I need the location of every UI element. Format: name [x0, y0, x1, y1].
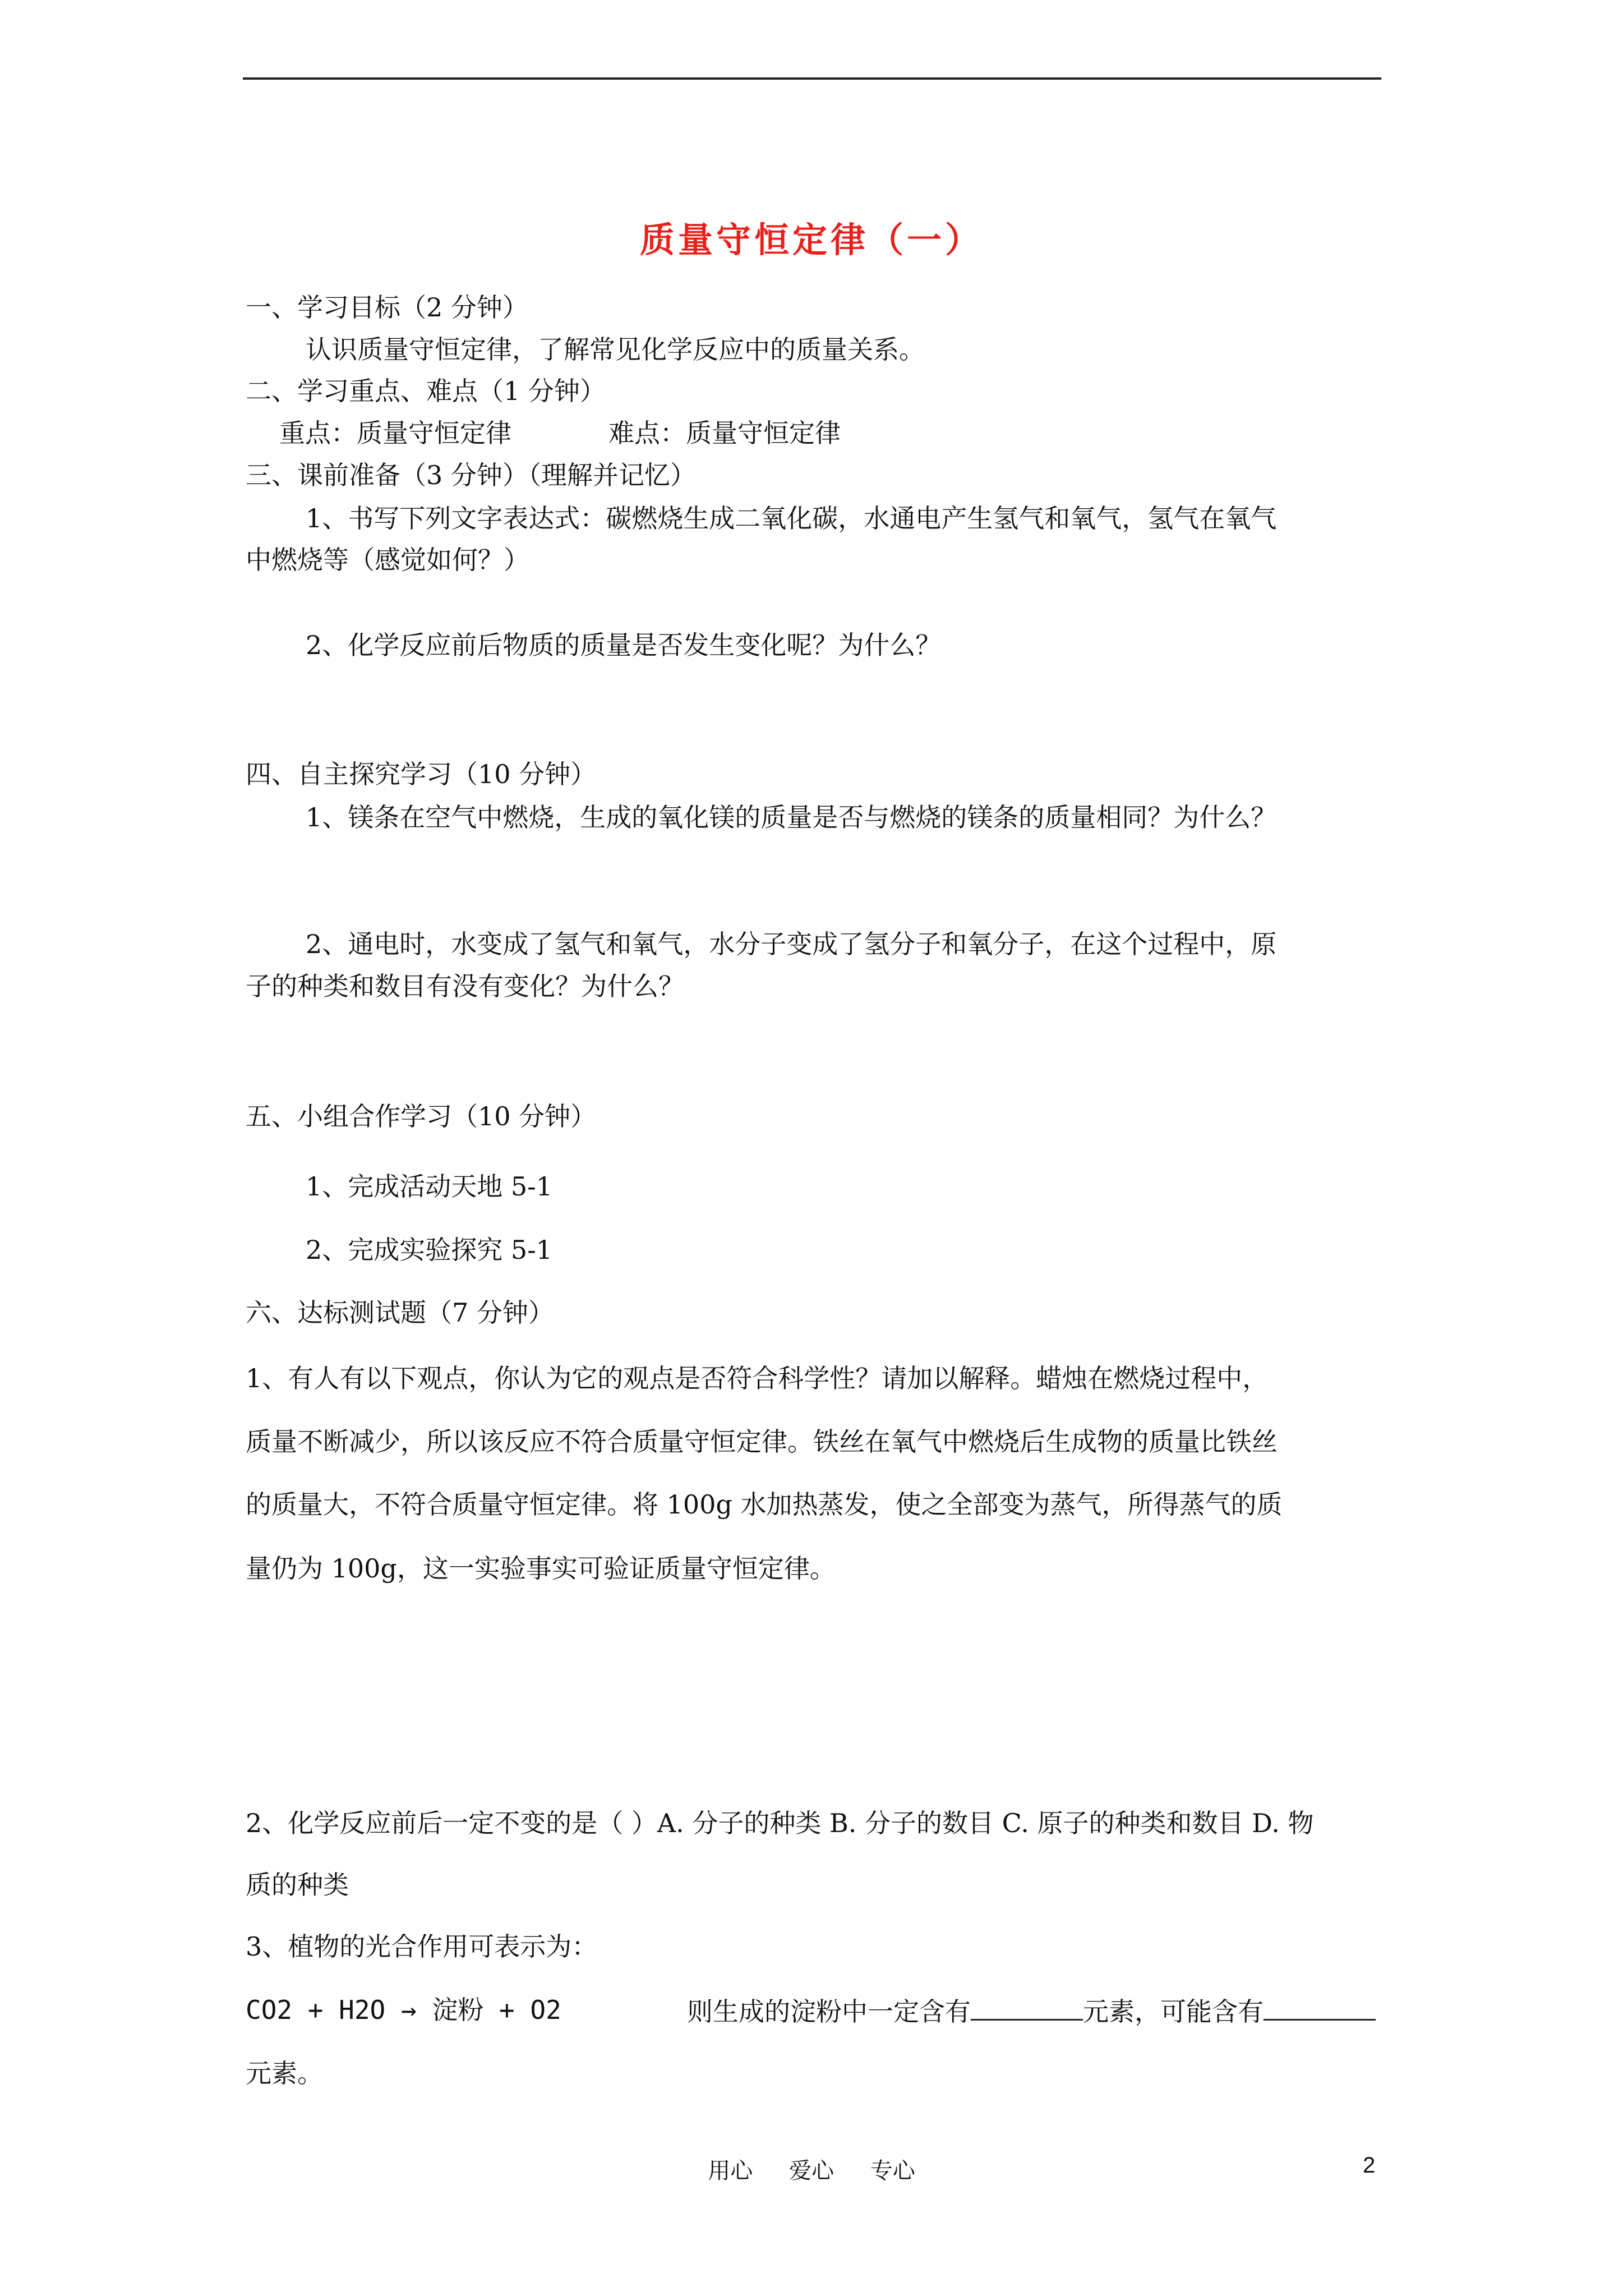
prompt-part-a: 则生成的淀粉中一定含有	[687, 1996, 971, 2027]
section-3-question-1-line-1: 1、书写下列文字表达式：碳燃烧生成二氧化碳，水通电产生氢气和氧气，氢气在氧气	[306, 503, 1277, 533]
footer-motto-3: 专心	[870, 2158, 915, 2184]
section-1-body: 认识质量守恒定律，了解常见化学反应中的质量关系。	[306, 334, 925, 365]
footer-motto-2: 爱心	[789, 2158, 834, 2184]
section-6-question-1-line-1: 1、有人有以下观点，你认为它的观点是否符合科学性？请加以解释。蜡烛在燃烧过程中，	[246, 1363, 1269, 1393]
photosynthesis-equation: CO2 + H2O → 淀粉 + O2	[246, 1995, 561, 2025]
section-5-heading: 五、小组合作学习（10 分钟）	[246, 1101, 597, 1131]
section-4-question-2-line-2: 子的种类和数目有没有变化？为什么？	[246, 971, 684, 1001]
section-6-question-1-line-3: 的质量大，不符合质量守恒定律。将 100g 水加热蒸发，使之全部变为蒸气，所得蒸气的质	[246, 1489, 1283, 1520]
answer-blank-2[interactable]	[1264, 1993, 1376, 2021]
prompt-part-b: 元素，可能含有	[1083, 1996, 1264, 2027]
section-2-heading: 二、学习重点、难点（1 分钟）	[246, 376, 606, 406]
page-number: 2	[1363, 2153, 1376, 2178]
section-6-question-3-line-3: 元素。	[246, 2058, 323, 2088]
section-4-heading: 四、自主探究学习（10 分钟）	[246, 759, 597, 789]
section-4-question-1: 1、镁条在空气中燃烧，生成的氧化镁的质量是否与燃烧的镁条的质量相同？为什么？	[306, 802, 1277, 832]
section-3-question-2: 2、化学反应前后物质的质量是否发生变化呢？为什么？	[306, 630, 942, 660]
section-5-item-1: 1、完成活动天地 5-1	[306, 1171, 552, 1202]
footer-motto-1: 用心	[708, 2158, 753, 2184]
section-2-focus: 重点：质量守恒定律	[279, 418, 511, 448]
answer-blank-1[interactable]	[971, 1993, 1083, 2021]
section-6-question-3-prompt	[687, 1993, 1376, 2028]
section-6-question-1-line-2: 质量不断减少，所以该反应不符合质量守恒定律。铁丝在氧气中燃烧后生成物的质量比铁丝	[246, 1427, 1278, 1457]
page-title: 质量守恒定律（一）	[639, 219, 983, 260]
section-1-heading: 一、学习目标（2 分钟）	[246, 292, 528, 323]
section-6-question-3-line-1: 3、植物的光合作用可表示为：	[246, 1931, 598, 1962]
section-6-heading: 六、达标测试题（7 分钟）	[246, 1297, 554, 1328]
section-4-question-2-line-1: 2、通电时，水变成了氢气和氧气，水分子变成了氢分子和氧分子，在这个过程中，原	[306, 929, 1277, 959]
header-rule	[243, 77, 1381, 80]
section-6-question-1-line-4: 量仍为 100g，这一实验事实可验证质量守恒定律。	[246, 1553, 836, 1584]
section-6-question-2-line-2: 质的种类	[246, 1870, 349, 1900]
section-3-heading: 三、课前准备（3 分钟）（理解并记忆）	[246, 460, 696, 490]
page-footer	[0, 2153, 1623, 2185]
section-3-question-1-line-2: 中燃烧等（感觉如何？）	[246, 545, 529, 575]
section-2-difficulty: 难点：质量守恒定律	[608, 418, 841, 448]
section-6-question-2-line-1: 2、化学反应前后一定不变的是（ ）A. 分子的种类 B. 分子的数目 C. 原子的种类和数目 D. 物	[246, 1808, 1314, 1838]
section-5-item-2: 2、完成实验探究 5-1	[306, 1235, 552, 1265]
